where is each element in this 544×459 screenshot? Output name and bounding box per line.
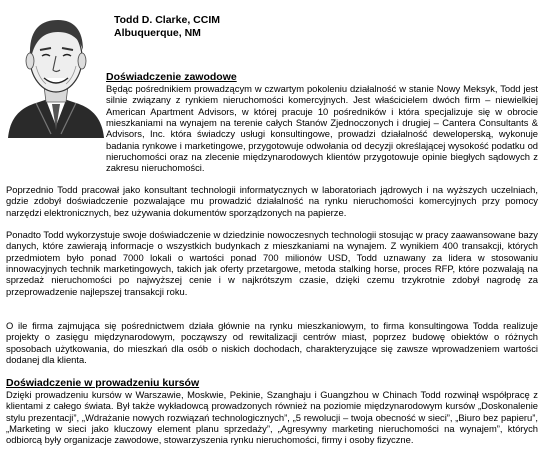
experience-paragraph-2: Poprzednio Todd pracował jako konsultant technologii informatycznych w laboratoriach jądrowych i na wyższych uczelniach, gdzie zdobył doświadczenie pozwalające mu prowadzić działalność na rynku nieruchomości komercyjnych przy pomocy narzędzi elektronicznych, bez używania dokumentów sporządzonych na papierze. (6, 184, 538, 218)
person-location: Albuquerque, NM (114, 27, 201, 39)
portrait-image (6, 6, 106, 138)
courses-heading: Doświadczenie w prowadzeniu kursów (6, 377, 200, 389)
experience-paragraph-4: O ile firma zajmująca się pośrednictwem działa głównie na rynku mieszkaniowym, to firma konsultingowa Todda realizuje projekty o zasięgu międzynarodowym, począwszy od rewitalizacji centrów miast, poprzez budowę obiektów o różnych sposobach użytkowania, do mieszkań dla osób o niskich dochodach, charakteryzujące się zawsze wprowadzeniem wartości dodanej dla klienta. (6, 320, 538, 366)
person-name: Todd D. Clarke, CCIM (114, 14, 220, 26)
experience-paragraph-3: Ponadto Todd wykorzystuje swoje doświadczenie w dziedzinie nowoczesnych technologii stosując w pracy zaawansowane bazy danych, które zawierają informacje o wszystkich budynkach z mieszkaniami na wynajem. Z wynikiem 400 transakcji, których przedmiotem było ponad 7000 lokali o wartości ponad 700 milionów USD, Todd uznawany za lidera w stosowaniu innowacyjnych technik marketingowych, takich jak oferty przetargowe, metoda stalking horse, proces RFP, które pozwalają na sprzedaż nieruchomości po najwyższej cenie i w najkrótszym czasie, dzięki czemu trzykrotnie zdobył nagrodę za przeprowadzenie najlepszej transakcji roku. (6, 229, 538, 297)
courses-paragraph-1: Dzięki prowadzeniu kursów w Warszawie, Moskwie, Pekinie, Szanghaju i Guangzhou w Chinach Todd rozwinął współpracę z klientami z całego świata. Był także wykładowcą prowadzonych również na poziomie międzynarodowym kursów „Doskonalenie stylu prezentacji”, „Wdrażanie nowych rozwiązań technologicznych”, „5 rewolucji – twoja obecność w sieci”, „Biuro bez papieru”, „Marketing w sieci jako kluczowy element planu sprzedaży”, „Agresywny marketing nieruchomości na wynajem”, których odbiorcą były organizacje zawodowe, stowarzyszenia rynku nieruchomości, firmy i osoby fizyczne. (6, 389, 538, 446)
experience-paragraph-1: Będąc pośrednikiem prowadzącym w czwartym pokoleniu działalność w stanie Nowy Meksyk, Todd jest silnie związany z rynkiem nieruchomości komercyjnych. Jest właścicielem dwóch firm – niewielkiej American Apartment Advisors, w której pracuje 10 pośredników i która specjalizuje się w obrocie mieszkaniami na wynajem na terenie całych Stanów Zjednoczonych i drugiej – Cantera Consultants & Advisors, Inc. która świadczy usługi konsultingowe, prowadzi działalność deweloperską, wykonuje badania rynkowe i marketingowe, przygotowuje odwołania od decyzji określającej wysokość podatku od nieruchomości oraz na zlecenie międzynarodowych klientów przygotowuje opinie biegłych sądowych z zakresu nieruchomości. (106, 83, 538, 174)
experience-heading: Doświadczenie zawodowe (106, 71, 237, 83)
